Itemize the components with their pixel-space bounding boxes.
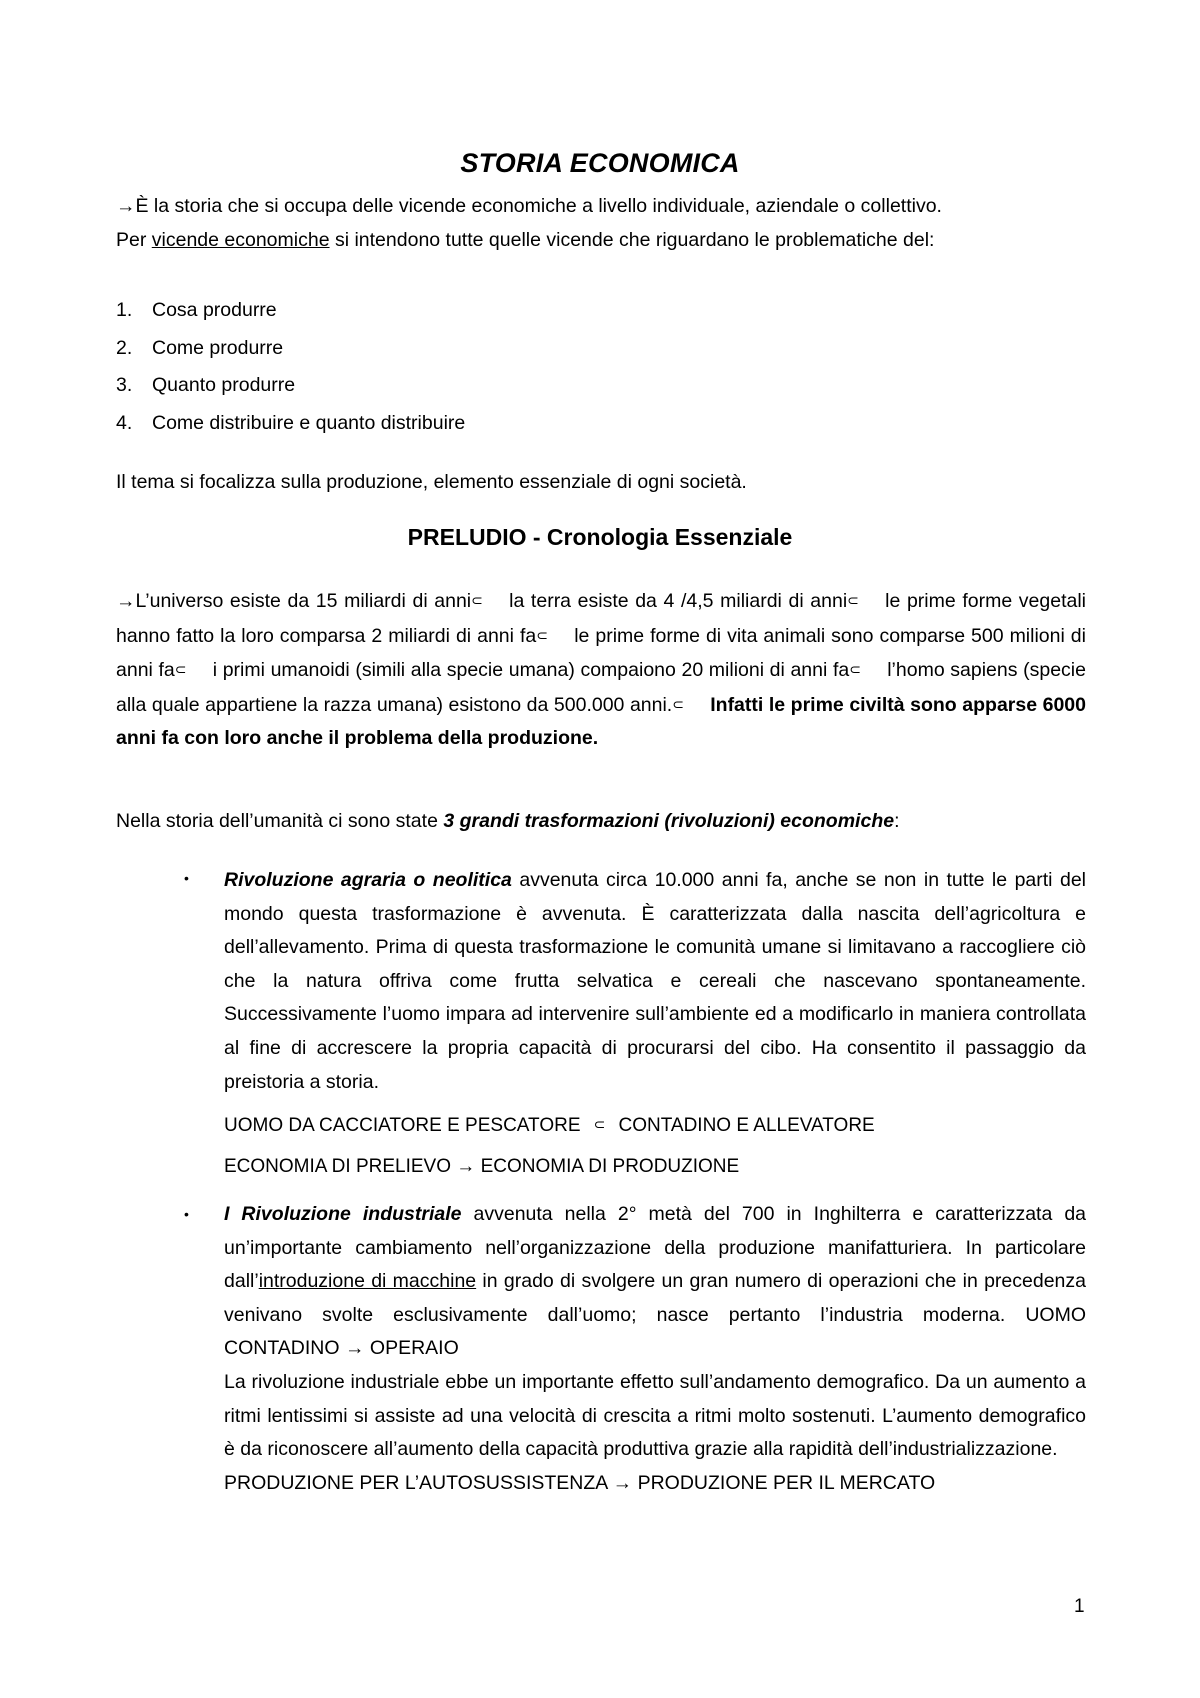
intro-line-2: Per vicende economiche si intendono tutte quelle vicende che riguardano le problematiche del: (116, 228, 935, 251)
list-item: 2. Come produrre (116, 336, 284, 359)
page-number: 1 (1074, 1596, 1085, 1617)
bullet-title: I Rivoluzione industriale (224, 1203, 462, 1225)
arrow-icon: → (456, 1156, 476, 1177)
caps-line-2: ECONOMIA DI PRELIEVO → ECONOMIA DI PRODUZIONE (224, 1156, 740, 1177)
prelude-paragraph: →L’universo esiste da 15 miliardi di anni⊂ la terra esiste da 4 /4,5 miliardi di anni⊂ le prime forme vegetali hanno fatto la loro comparsa 2 miliardi di anni fa⊂ le prime forme di vita animali sono comparse 500 milioni di anni fa⊂ i primi umanoidi (simili alla specie umana) compaiono 20 milioni di anni fa⊂ l’homo sapiens (specie alla quale appartiene la razza umana) esistono da 500.000 anni.⊂ Infatti le prime civiltà sono apparse 6000 anni fa con loro anche il problema della produzione. (116, 584, 1086, 756)
list-item: 4. Come distribuire e quanto distribuire (116, 411, 466, 434)
caps-line-1: UOMO DA CACCIATORE E PESCATORE ⊂ CONTADINO E ALLEVATORE (224, 1115, 875, 1136)
arrow-icon: → (116, 195, 136, 217)
bullet-agraria: Rivoluzione agraria o neolitica avvenuta circa 10.000 anni fa, anche se non in tutte le parti del mondo questa trasformazione è avvenuta. È caratterizzata dalla nascita dell’agricoltura e dell’allevamento. Prima di questa trasformazione le comunità umane si limitavano a raccogliere ciò che la natura offriva come frutta selvatica e cereali che nascevano spontaneamente. Successivamente l’uomo impara ad intervenire sull’ambiente ed a modificarlo in maniera controllata al fine di accrescere la propria capacità di procurarsi del cibo. Ha consentito il passaggio da preistoria a storia. (224, 869, 1086, 1093)
numbered-list (116, 292, 465, 442)
bold-statement: Infatti le prime civiltà sono apparse 6000 anni fa con loro anche il problema della produzione. (116, 693, 1086, 749)
bullet-icon: • (184, 870, 189, 886)
section-title: PRELUDIO - Cronologia Essenziale (407, 524, 793, 550)
underlined-term: introduzione di macchine (258, 1270, 477, 1293)
separator-icon: ⊂ (174, 661, 187, 677)
emphasis-text: 3 grandi trasformazioni (rivoluzioni) economiche (443, 810, 895, 832)
arrow-icon: → (116, 590, 136, 612)
bullet-industriale: I Rivoluzione industriale avvenuta nella 2° metà del 700 in Inghilterra e caratterizzata da un’importante cambiamento nell’organizzazione della produzione manifatturiera. In particolare dall’introduzione di macchine in grado di svolgere un gran numero di operazioni che in precedenza venivano svolte esclusivamente dall’uomo; nasce pertanto l’industria moderna. UOMO CONTADINO → OPERAIO La rivoluzione industriale ebbe un importante effetto sull’andamento demografico. Da un aumento a ritmi lentissimi si assiste ad una velocità di crescita a ritmi molto sostenuti. L’aumento demografico è da riconoscere all’aumento della capacità produttiva grazie alla rapidità dell’industrializzazione. PRODUZIONE PER L’AUTOSUSSISTENZA → PRODUZIONE PER IL MERCATO (224, 1203, 1087, 1494)
focus-paragraph: Il tema si focalizza sulla produzione, elemento essenziale di ogni società. (116, 471, 747, 493)
transformations-intro: Nella storia dell’umanità ci sono state 3 grandi trasformazioni (rivoluzioni) economiche: (116, 810, 900, 832)
arrow-icon: → (612, 1471, 633, 1494)
separator-icon: ⊂ (847, 592, 859, 608)
separator-icon: ⊂ (849, 661, 861, 677)
separator-icon: ⊂ (536, 626, 548, 643)
bullet-icon: • (184, 1206, 189, 1222)
arrow-icon: → (344, 1337, 365, 1360)
list-item: 1. Cosa produrre (116, 299, 277, 321)
list-item: 3. Quanto produrre (116, 374, 296, 396)
page-title: STORIA ECONOMICA (460, 148, 740, 178)
separator-icon: ⊂ (471, 592, 483, 608)
bullet-title: Rivoluzione agraria o neolitica (224, 869, 512, 891)
underlined-term: vicende economiche (151, 228, 330, 251)
intro-line-1: →È la storia che si occupa delle vicende economiche a livello individuale, aziendale o collettivo. (116, 195, 942, 217)
intro-paragraph (116, 190, 1086, 257)
separator-icon: ⊂ (672, 695, 684, 712)
separator-icon: ⊂ (593, 1116, 606, 1132)
